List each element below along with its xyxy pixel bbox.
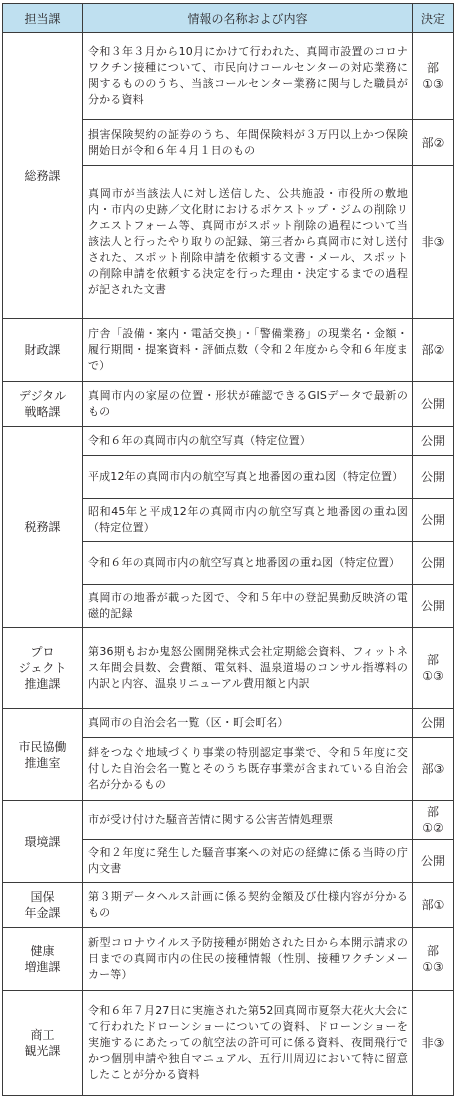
table-row [3,928,454,991]
table-row [3,427,454,456]
decision-cell: 部② [413,120,454,166]
decision-cell: 非③ [413,991,454,1096]
content-cell: 第36期もおか鬼怒公園開発株式会社定期総会資料、フィットネス年間会員数、会費額、電気料、温泉道場のコンサル指導料の内訳と内容、温泉リニューアル費用額と内訳 [83,628,413,709]
table-row [3,382,454,427]
department-cell: 税務課 [3,427,83,628]
content-cell: 庁舎「設備・案内・電話交換」・「警備業務」の現業名・金額・履行期間・提案資料・評価点数（令和２年度から令和６年度まで） [83,319,413,382]
department-cell: 市民協働 推進室 [3,709,83,801]
content-cell: 損害保険契約の証券のうち、年間保険料が３万円以上かつ保険開始日が令和６年４月１日のもの [83,120,413,166]
decision-cell: 公開 [413,499,454,542]
table-row [3,319,454,382]
header-department: 担当課 [3,4,83,33]
disclosure-decision-table [2,3,454,1096]
decision-cell: 公開 [413,456,454,499]
table-row [3,628,454,709]
content-cell: 令和３年３月から10月にかけて行われた、真岡市設置のコロナワクチン接種について、市民向けコールセンターの対応業務に関するもののうち、当該コールセンター業務に関与した職員が分かる資料 [83,33,413,120]
department-cell: 健康 増進課 [3,928,83,991]
department-cell: 財政課 [3,319,83,382]
table-header-row [3,4,454,33]
content-cell: 令和６年の真岡市内の航空写真と地番図の重ね図（特定位置） [83,542,413,585]
decision-cell: 公開 [413,585,454,628]
decision-cell: 部 ①③ [413,628,454,709]
table-row [3,883,454,928]
content-cell: 真岡市の地番が載った図で、令和５年中の登記異動反映済の電磁的記録 [83,585,413,628]
decision-cell: 非③ [413,166,454,319]
table-row [3,33,454,120]
content-cell: 昭和45年と平成12年の真岡市内の航空写真と地番図の重ね図（特定位置） [83,499,413,542]
header-decision: 決定 [413,4,454,33]
decision-cell: 部① [413,883,454,928]
department-cell: 総務課 [3,33,83,319]
decision-cell: 公開 [413,840,454,883]
department-cell: 国保 年金課 [3,883,83,928]
department-cell: 商工 観光課 [3,991,83,1096]
content-cell: 令和６年の真岡市内の航空写真（特定位置） [83,427,413,456]
table-row [3,991,454,1096]
department-cell: プロ ジェクト 推進課 [3,628,83,709]
decision-cell: 公開 [413,542,454,585]
content-cell: 真岡市が当該法人に対し送信した、公共施設・市役所の敷地内・市内の史跡／文化財におけるポケストップ・ジムの削除リクエストフォーム等、真岡市がスポット削除の過程について当該法人と行ったやり取りの記録、第三者から真岡市に対し送付された、スポット削除申請を依頼する文書・メール、スポットの削除申請を依頼する決定を行った理由・決定するまでの過程が記された文書 [83,166,413,319]
decision-cell: 部 ①② [413,801,454,840]
content-cell: 市が受け付けた騒音苦情に関する公害苦情処理票 [83,801,413,840]
table-row [3,709,454,738]
decision-cell: 部② [413,319,454,382]
department-cell: デジタル 戦略課 [3,382,83,427]
content-cell: 真岡市の自治会名一覧（区・町会町名） [83,709,413,738]
content-cell: 第３期データヘルス計画に係る契約金額及び仕様内容が分かるもの [83,883,413,928]
department-cell: 環境課 [3,801,83,883]
decision-cell: 部 ①③ [413,33,454,120]
content-cell: 令和６年７月27日に実施された第52回真岡市夏祭大花火大会にて行われたドローンショーについての資料、ドローンショーを実施するにあたっての航空法の許可可に係る資料、夜間飛行でかつ個別申請や独自マニュアル、五行川周辺において特に留意したことが分かる資料 [83,991,413,1096]
content-cell: 新型コロナウイルス予防接種が開始された日から本開示請求の日までの真岡市内の住民の接種情報（性別、接種ワクチンメーカー等） [83,928,413,991]
table-row [3,801,454,840]
content-cell: 平成12年の真岡市内の航空写真と地番図の重ね図（特定位置） [83,456,413,499]
decision-cell: 部③ [413,738,454,801]
content-cell: 令和２年度に発生した騒音事案への対応の経緯に係る当時の庁内文書 [83,840,413,883]
header-content: 情報の名称および内容 [83,4,413,33]
decision-cell: 部 ①③ [413,928,454,991]
content-cell: 真岡市内の家屋の位置・形状が確認できるGISデータで最新のもの [83,382,413,427]
decision-cell: 公開 [413,427,454,456]
decision-cell: 公開 [413,382,454,427]
content-cell: 絆をつなぐ地域づくり事業の特別認定事業で、令和５年度に交付した自治会名一覧とそのうち既存事業が含まれている自治会名が分かるもの [83,738,413,801]
decision-cell: 公開 [413,709,454,738]
